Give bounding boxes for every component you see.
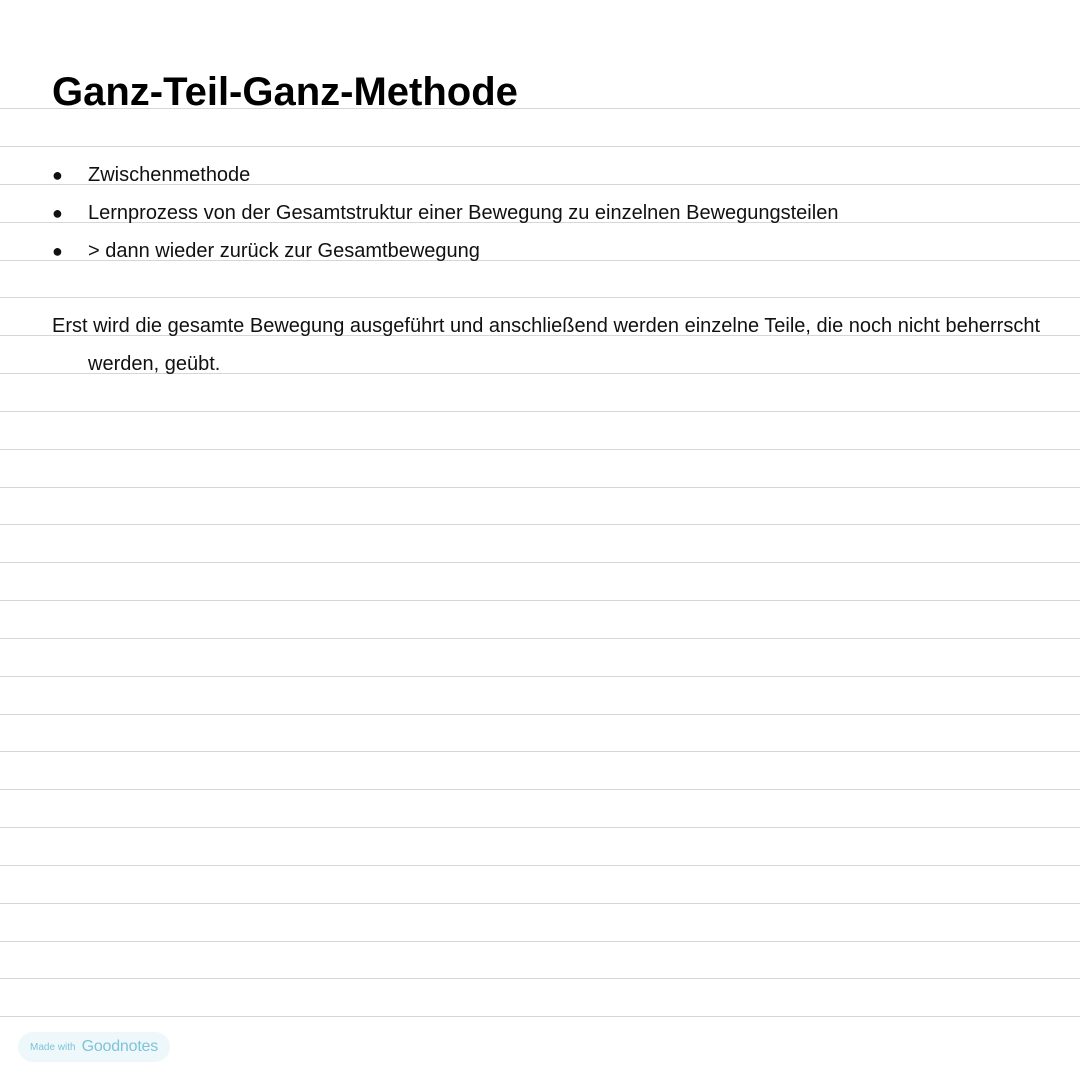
bullet-icon: ● xyxy=(52,165,63,185)
rule-line xyxy=(0,714,1080,715)
rule-line xyxy=(0,449,1080,450)
rule-line xyxy=(0,562,1080,563)
list-item xyxy=(52,194,1052,232)
rule-line xyxy=(0,600,1080,601)
bullet-icon: ● xyxy=(52,241,63,261)
rule-line xyxy=(0,941,1080,942)
rule-line xyxy=(0,903,1080,904)
bullet-list xyxy=(52,156,1052,270)
rule-line xyxy=(0,751,1080,752)
rule-line xyxy=(0,676,1080,677)
badge-prefix: Made with xyxy=(30,1041,76,1053)
bullet-icon: ● xyxy=(52,203,63,223)
rule-line xyxy=(0,789,1080,790)
bullet-text: Zwischenmethode xyxy=(88,164,251,186)
rule-line xyxy=(0,146,1080,147)
rule-line xyxy=(0,865,1080,866)
rule-line xyxy=(0,978,1080,979)
rule-line xyxy=(0,1016,1080,1017)
rule-line xyxy=(0,487,1080,488)
rule-line xyxy=(0,524,1080,525)
page-title: Ganz-Teil-Ganz-Methode xyxy=(52,70,518,114)
list-item xyxy=(52,156,1052,194)
rule-line xyxy=(0,297,1080,298)
bullet-text: > dann wieder zurück zur Gesamtbewegung xyxy=(88,240,480,262)
rule-line xyxy=(0,411,1080,412)
rule-line xyxy=(0,638,1080,639)
rule-line xyxy=(0,827,1080,828)
list-item xyxy=(52,232,1052,270)
goodnotes-badge xyxy=(18,1032,170,1062)
goodnotes-logo: Goodnotes xyxy=(81,1038,159,1055)
body-paragraph: Erst wird die gesamte Bewegung ausgeführt und anschließend werden einzelne Teile, die noch nicht beherrscht werden, geübt. xyxy=(52,315,1041,375)
bullet-text: Lernprozess von der Gesamtstruktur einer Bewegung zu einzelnen Bewegungsteilen xyxy=(88,202,839,224)
